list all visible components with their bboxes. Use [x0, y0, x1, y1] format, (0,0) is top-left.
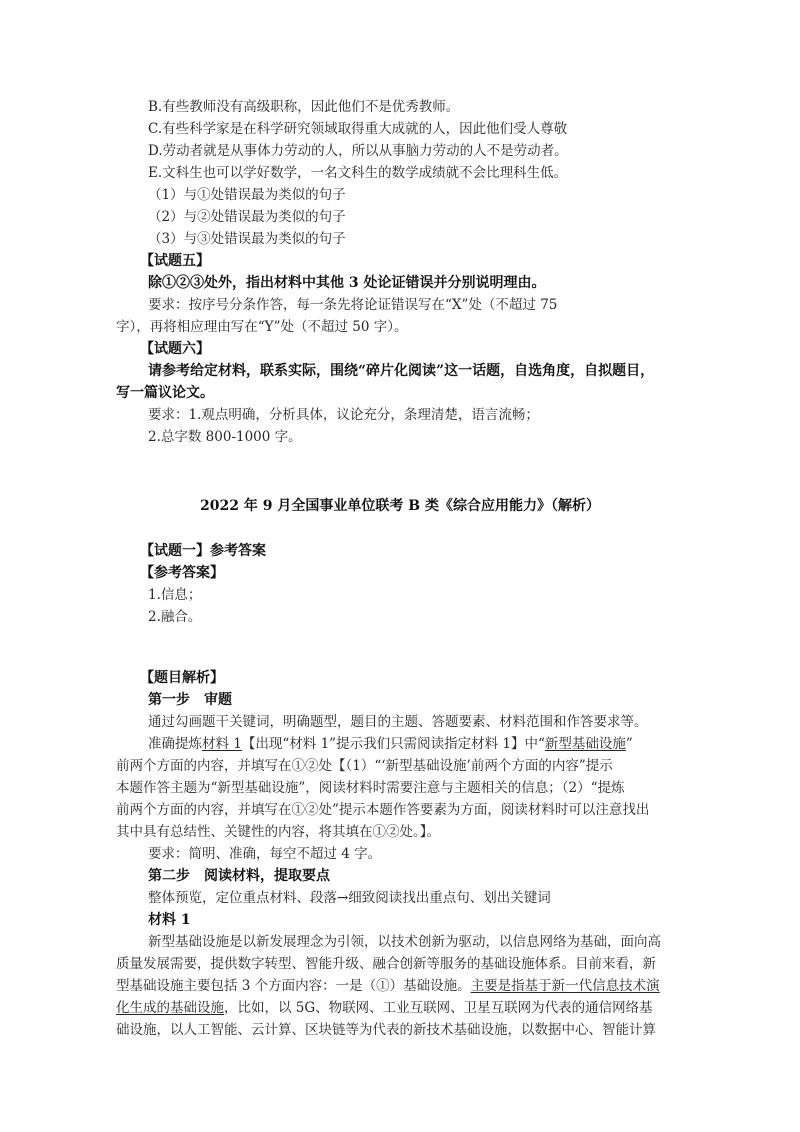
analysis-line-2: 前两个方面的内容，并填写在①②处【（1）“‘新型基础设施’前两个方面的内容”提示	[116, 758, 613, 774]
material-line-5: 础设施，以人工智能、云计算、区块链等为代表的新技术基础设施，以数据中心、智能计算	[116, 1022, 656, 1038]
q6-prompt-line-1: 请参考给定材料，联系实际，围绕“碎片化阅读”这一话题，自选角度，自拟题目，	[148, 363, 655, 379]
step1-text: 通过勾画题干关键词，明确题型，题目的主题、答题要素、材料范围和作答要求等。	[148, 714, 648, 730]
analysis-line-4: 前两个方面的内容，并填写在①②处”提示本题作答要素为方面，阅读材料时可以注意找出	[116, 802, 650, 818]
q5-requirement-line-2: 字），再将相应理由写在“Y”处（不超过 50 字）。	[116, 319, 408, 335]
sub-question-3: （3）与③处错误最为类似的句子	[148, 231, 346, 247]
q6-requirement-line-1: 要求：1.观点明确，分析具体，议论充分，条理清楚，语言流畅；	[148, 407, 539, 423]
analysis-heading: 【题目解析】	[140, 670, 224, 686]
q6-prompt-line-2: 写一篇议论文。	[116, 385, 214, 401]
section-title: 2022 年 9 月全国事业单位联考 B 类《综合应用能力》（解析）	[200, 498, 600, 514]
analysis-line-1-c: 【出现“材料 1”提示我们只需阅读指定材料 1】中“	[241, 736, 545, 752]
q6-requirement-line-2: 2.总字数 800-1000 字。	[148, 429, 302, 445]
material-1-ref: 材料 1	[202, 736, 242, 752]
material-line-3-underlined: 主要是指基于新一代信息技术演	[470, 978, 660, 994]
analysis-requirement: 要求：简明、准确，每空不超过 4 字。	[148, 846, 382, 862]
step1-title: 第一步 审题	[148, 692, 232, 708]
material-1-title: 材料 1	[148, 912, 191, 928]
analysis-line-1	[148, 734, 633, 754]
analysis-line-1-a: 准确提炼	[148, 736, 202, 752]
step2-title: 第二步 阅读材料，提取要点	[148, 868, 330, 884]
option-e: E.文科生也可以学好数学，一名文科生的数学成绩就不会比理科生低。	[148, 165, 568, 181]
sub-question-1: （1）与①处错误最为类似的句子	[148, 187, 346, 203]
material-line-3	[116, 976, 660, 996]
q5-title: 【试题五】	[140, 253, 210, 269]
material-line-1: 新型基础设施是以新发展理念为引领，以技术创新为驱动，以信息网络为基础，面向高	[148, 934, 661, 950]
option-b: B.有些教师没有高级职称，因此他们不是优秀教师。	[148, 99, 460, 115]
q5-requirement-line-1: 要求：按序号分条作答，每一条先将论证错误写在“X”处（不超过 75	[148, 297, 558, 313]
material-line-2: 质量发展需要，提供数字转型、智能升级、融合创新等服务的基础设施体系。目前来看，新	[116, 956, 656, 972]
q6-title: 【试题六】	[140, 341, 210, 357]
answer-heading: 【参考答案】	[140, 565, 224, 581]
answer-2: 2.融合。	[148, 609, 202, 625]
material-line-4	[116, 998, 653, 1018]
material-line-4-b: ，比如，以 5G、物联网、工业互联网、卫星互联网为代表的通信网络基	[224, 1000, 653, 1016]
analysis-line-1-e: ”	[625, 736, 633, 752]
analysis-line-5: 其中具有总结性、关键性的内容，将其填在①②处。】。	[116, 824, 440, 840]
option-d: D.劳动者就是从事体力劳动的人，所以从事脑力劳动的人不是劳动者。	[148, 143, 568, 159]
step2-text: 整体预览，定位重点材料、段落→细致阅读找出重点句、划出关键词	[148, 890, 551, 906]
q5-prompt: 除①②③处外，指出材料中其他 3 处论证错误并分别说明理由。	[148, 275, 546, 291]
new-infrastructure-keyword: 新型基础设施	[544, 736, 626, 752]
q1-title: 【试题一】参考答案	[140, 543, 266, 559]
material-line-3-a: 型基础设施主要包括 3 个方面内容：一是（①）基础设施。	[116, 978, 471, 994]
analysis-line-3: 本题作答主题为“新型基础设施”，阅读材料时需要注意与主题相关的信息；（2）“提炼	[116, 780, 625, 796]
answer-1: 1.信息；	[148, 587, 202, 603]
option-c: C.有些科学家是在科学研究领域取得重大成就的人，因此他们受人尊敬	[148, 121, 568, 137]
material-line-4-underlined: 化生成的基础设施	[116, 1000, 224, 1016]
sub-question-2: （2）与②处错误最为类似的句子	[148, 209, 346, 225]
